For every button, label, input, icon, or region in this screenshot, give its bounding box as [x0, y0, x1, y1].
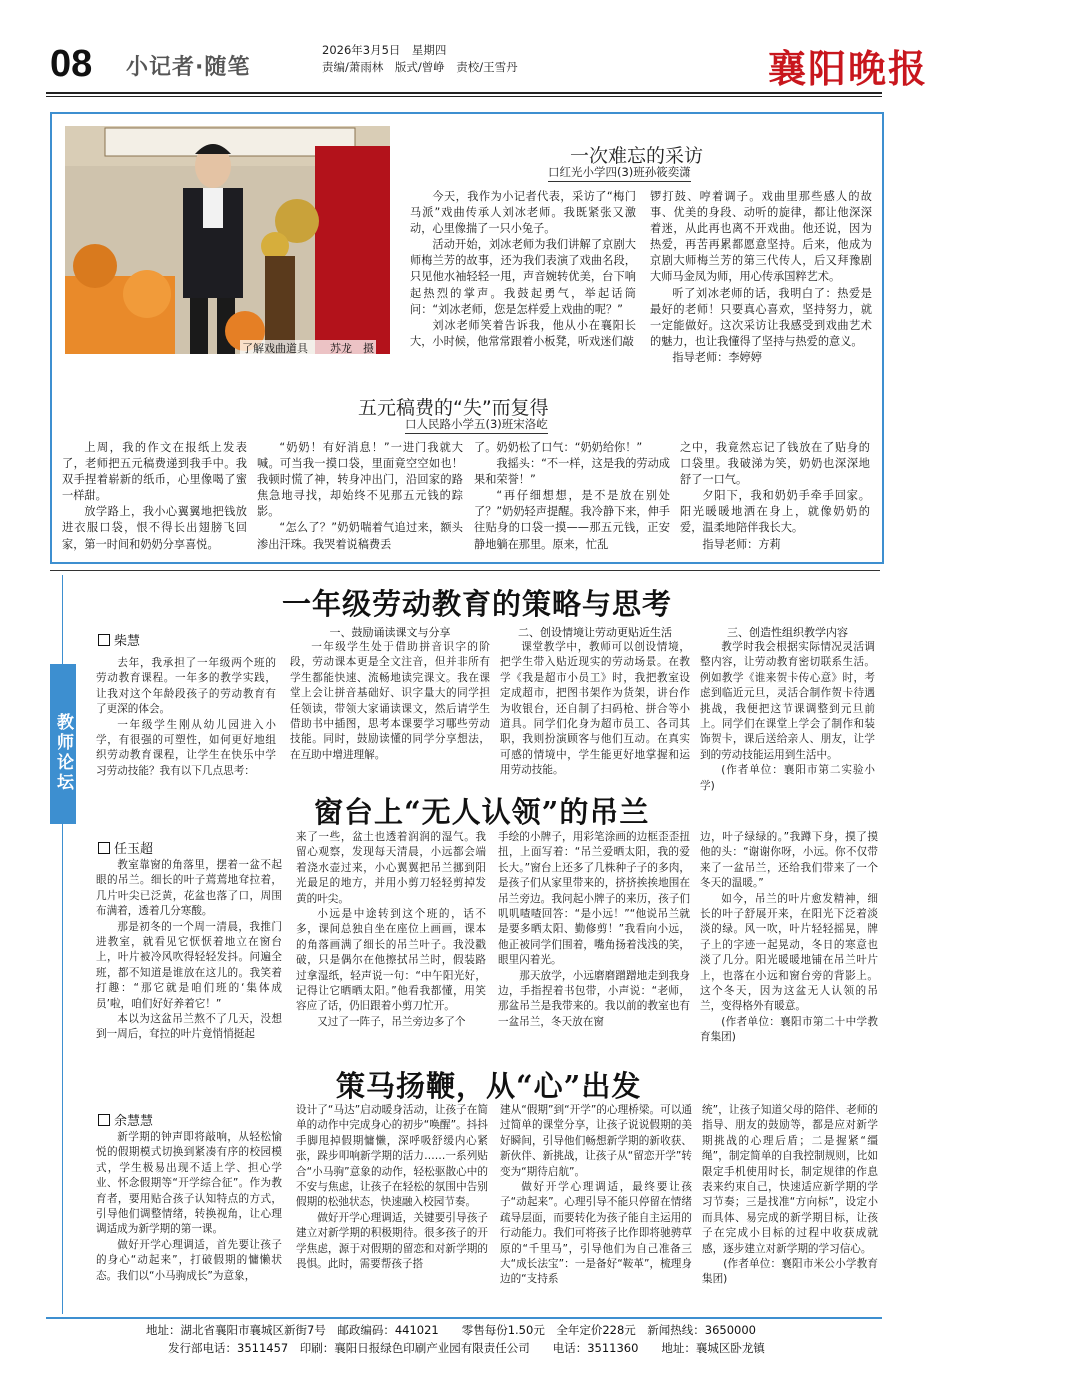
interview-photo — [65, 126, 390, 354]
article-1-column-4 — [700, 624, 875, 794]
teacher-credit: 指导老师：李婷婷 — [672, 350, 762, 364]
teacher-credit: 指导老师：方莉 — [702, 537, 781, 551]
paragraph: 之中，我竟然忘记了钱放在了贴身的口袋里。我破涕为笑，奶奶也深深地舒了一口气。 — [680, 441, 870, 487]
paragraph: 那是初冬的一个周一清晨，我推门进教室，就看见它恹恹着地立在窗台上，叶片被冷风吹得轻轻发抖。问遍全班，都不知道是谁放在这儿的。我笑着打趣：“那它就是咱们班的‘集体成员’啦，咱们好好养着它！” — [96, 920, 282, 1010]
photo-illustration — [65, 126, 390, 354]
paragraph: 夕阳下，我和奶奶手牵手回家。阳光暖暖地洒在身上，就像奶奶的爱，温柔地陪伴我长大。 — [680, 489, 870, 535]
top-rule-thin — [46, 96, 882, 97]
paragraph: 了。奶奶松了口气：“奶奶给你！” — [474, 441, 643, 454]
issue-meta — [322, 42, 518, 76]
sidebar-label: 教师论坛 — [50, 664, 76, 824]
paragraph: 边，叶子绿绿的。”我蹲下身，摸了摸他的头：“谢谢你呀，小远。你不仅带来了一盆吊兰，还给我们带来了一个冬天的温暖。” — [700, 831, 878, 890]
paragraph: 本以为这盆吊兰熬不了几天，没想到一周后，耷拉的叶片竟悄悄挺起 — [96, 1013, 282, 1041]
article-2-column-2 — [296, 830, 486, 1030]
story-b-byline: 口人民路小学五(3)班宋洛屹 — [405, 416, 548, 434]
paragraph: 来了一些，盆土也透着润润的湿气。我留心观察，发现每天清晨，小远都会端着浇水壶过来，小心翼翼把吊兰挪到阳光最足的地方，并用小剪刀轻轻剪掉发黄的叶尖。 — [296, 831, 486, 905]
article-1-column-1 — [96, 656, 276, 779]
author-box-icon — [98, 1114, 110, 1126]
article-1-author — [98, 630, 140, 649]
paragraph: 教室靠窗的角落里，摆着一盆不起眼的吊兰。细长的叶子蔫蔫地耷拉着，几片叶尖已泛黄，花盆也落了口，周围布满着，透着几分寒酸。 — [96, 859, 282, 918]
story-a-column-2 — [650, 189, 872, 366]
story-b-column-4 — [680, 440, 870, 553]
article-1-column-3 — [500, 624, 690, 779]
story-b-title: 五元稿费的“失”而复得 — [358, 397, 549, 419]
page-number: 08 — [50, 43, 93, 85]
paragraph: 设计了“马达”启动暖身活动，让孩子在简单的动作中完成身心的初步“唤醒”。抖抖手脚甩掉假期慵懒，深呼吸舒缓内心紧张，跺步叩响新学期的活力……一系列贴合“小马驹”意象的动作，轻松驱散心中的不安与焦虑，让孩子在轻松的氛围中告别假期的松弛状态，快速融入校园节奏。 — [296, 1104, 488, 1209]
sidebar-line-bottom — [62, 824, 63, 1314]
paragraph: 手绘的小牌子，用彩笔涂画的边框歪歪扭扭，上面写着：“吊兰爱晒太阳，我的爱长大。”窗台上还多了几株种子子的多肉，是孩子们从家里带来的，挤挤挨挨地围在吊兰旁边。我问起小牌子的来历，孩子们叽叽喳喳回答：“是小远！”“他说吊兰就是要多晒太阳、勤修剪！”我看向小远，他正被同学们围着，嘴角扬着浅浅的笑，眼里闪着光。 — [498, 831, 690, 967]
article-3-column-4 — [702, 1103, 878, 1288]
paragraph: 做好开学心理调适，关键要引导孩子建立对新学期的积极期待。很多孩子的开学焦虑，源于对假期的留恋和对新学期的畏惧。此时，需要帮孩子搭 — [296, 1211, 488, 1271]
article-3-title: 策马扬鞭，从“心”出发 — [336, 1069, 642, 1103]
author-box-icon — [98, 842, 110, 854]
paragraph: 如今，吊兰的叶片愈发精神，细长的叶子舒展开来，在阳光下泛着淡淡的绿。风一吹，叶片轻轻摇晃，牌子上的字迹一起晃动，冬日的寒意也淡了几分。阳光暖暖地铺在吊兰叶片上，也落在小远和窗台旁的背影上。这个冬天，因为这盆无人认领的吊兰，变得格外有暖意。 — [700, 892, 878, 1013]
paragraph: 做好开学心理调适，首先要让孩子的身心“动起来”，打破假期的慵懒状态。我们以“小马驹成长”为意象， — [96, 1238, 282, 1282]
paragraph: 统”，让孩子知道父母的陪伴、老师的指导、朋友的鼓励等，都是应对新学期挑战的心理后盾；二是握紧“缰绳”，制定简单的自我控制规则，比如限定手机使用时长，制定规律的作息表来约束自己，快速适应新学期的学习节奏；三是找准“方向标”，设定小而具体、易完成的新学期目标，让孩子在完成小目标的过程中收获成就感，逐步建立对新学期的学习信心。 — [702, 1104, 878, 1255]
article-2-column-4 — [700, 830, 878, 1046]
article-3-column-1 — [96, 1130, 282, 1284]
story-b-column-2 — [257, 440, 463, 553]
author-unit: (作者单位：襄阳市米公小学教育集团) — [702, 1258, 878, 1286]
paragraph: 新学期的钟声即将敲响，从轻松愉悦的假期模式切换到紧凑有序的校园模式，学生极易出现不适上学、担心学业、怀念假期等“开学综合征”。作为教育者，要用贴合孩子认知特点的方式，引导他们调整情绪，转换视角，让心理调适成为新学期的第一课。 — [96, 1131, 282, 1236]
subheading: 三、创造性组织教学内容 — [727, 626, 848, 639]
author-box-icon — [98, 634, 110, 646]
paragraph: “奶奶！有好消息！”一进门我就大喊。可当我一摸口袋，里面竟空空如也！我顿时慌了神，转身冲出门，沿回家的路焦急地寻找，却始终不见那五元钱的踪影。 — [257, 441, 463, 519]
article-3-column-2 — [296, 1103, 488, 1272]
paragraph: 那天放学，小远磨磨蹭蹭地走到我身边，手指捏着书包带，小声说：“老师，那盆吊兰是我带来的。我以前的教室也有一盆吊兰，冬天放在窗 — [498, 969, 690, 1028]
section-name: 小记者·随笔 — [126, 55, 251, 80]
paragraph: 又过了一阵子，吊兰旁边多了个 — [317, 1015, 466, 1028]
story-b-column-1 — [62, 440, 247, 553]
article-2-column-3 — [498, 830, 690, 1030]
paragraph: 锣打鼓、哼着调子。戏曲里那些感人的故事、优美的身段、动听的旋律，都让他深深着迷，从此再也离不开戏曲。他还说，因为热爱，再苦再累都愿意坚持。后来，他成为京剧大师梅兰芳的第三代传人，后又拜豫剧大师马金凤为师，用心传承国粹艺术。 — [650, 190, 872, 284]
section-divider — [50, 570, 880, 571]
article-1-title: 一年级劳动教育的策略与思考 — [282, 587, 673, 621]
paragraph: “怎么了？”奶奶喘着气追过来，额头渗出汗珠。我哭着说稿费丢 — [257, 521, 463, 551]
author-name: 柴慧 — [114, 634, 141, 649]
article-3-column-3 — [500, 1103, 692, 1288]
footer-line-2: 发行部电话：3511457 印刷：襄阳日报绿色印刷产业园有限责任公司 电话：3511360 地址：襄城区卧龙镇 — [168, 1341, 765, 1355]
author-unit: (作者单位：襄阳市第二十中学教育集团) — [700, 1015, 878, 1044]
newspaper-logo: 襄阳晚报 — [768, 46, 929, 91]
issue-date: 2026年3月5日 星期四 — [322, 43, 447, 57]
top-rule — [46, 92, 882, 94]
paragraph: 去年，我承担了一年级两个班的劳动教育课程。一年多的教学实践，让我对这个年龄段孩子的劳动教育有了更深的体会。 — [96, 657, 276, 716]
paragraph: 听了刘冰老师的话，我明白了：热爱是最好的老师！只要真心喜欢，坚持努力，就一定能做好。这次采访让我感受到戏曲艺术的魅力，也让我懂得了坚持与热爱的意义。 — [650, 286, 872, 348]
paragraph: 刘冰老师笑着告诉我，他从小在襄阳长大，小时候，他常常跟着小板凳，听戏迷们敲 — [410, 318, 636, 348]
author-name: 任玉超 — [114, 842, 154, 857]
author-unit: (作者单位：襄阳市第二实验小学) — [700, 764, 875, 792]
footer-line-1: 地址：湖北省襄阳市襄城区新街7号 邮政编码：441021 零售每份1.50元 全年定价228元 新闻热线：3650000 — [146, 1323, 756, 1337]
story-a-column-1 — [410, 189, 636, 350]
photo-caption: 了解戏曲道具 苏龙 摄 — [242, 342, 374, 355]
story-a-byline: 口红光小学四(3)班孙筱奕潇 — [548, 164, 691, 182]
subheading: 一、鼓励诵读课文与分享 — [329, 626, 451, 639]
paragraph: 一年级学生处于借助拼音识字的阶段，劳动课本更是全文注音，但并非所有学生都能快速、流畅地读完课文。我在课堂上会让拼音基础好、识字量大的同学担任领读，带领大家诵读课文，然后请学生借助书中插图，思考本课要学习哪些劳动技能。同时，鼓励读懂的同学分享想法，在互助中增进理解。 — [290, 641, 490, 761]
paragraph: 小远是中途转到这个班的，话不多，课间总独自坐在座位上画画，课本的角落画满了细长的吊兰叶子。我没戳破，只是偶尔在他擦拭吊兰时，假装路过拿湿纸，轻声说一句：“中午阳光好，记得让它晒晒太阳。”他看我都懂，用笑容应了话，仍旧跟着小剪刀忙开。 — [296, 908, 486, 1013]
paragraph: 今天，我作为小记者代表，采访了“梅门马派”戏曲传承人刘冰老师。我既紧张又激动，心里像揣了一只小兔子。 — [410, 190, 636, 236]
sidebar-line-top — [62, 575, 63, 664]
paragraph: “再仔细想想，是不是放在别处了？”奶奶轻声提醒。我冷静下来，伸手往贴身的口袋一摸——那五元钱，正安静地躺在那里。原来，忙乱 — [474, 489, 670, 551]
paragraph: 我摇头：“不一样，这是我的劳动成果和荣誉！” — [474, 457, 670, 487]
subheading: 二、创设情境让劳动更贴近生活 — [518, 626, 672, 639]
editors-line: 责编/萧雨林 版式/曾峥 责校/王雪丹 — [322, 60, 518, 74]
author-name: 余慧慧 — [114, 1114, 154, 1129]
footer-rule — [46, 1317, 882, 1319]
article-2-column-1 — [96, 858, 282, 1043]
paragraph: 上周，我的作文在报纸上发表了，老师把五元稿费递到我手中。我双手捏着崭新的纸币，心里像喝了蜜一样甜。 — [62, 441, 247, 503]
story-a-title: 一次难忘的采访 — [570, 145, 704, 167]
article-2-author — [98, 838, 153, 857]
paragraph: 教学时我会根据实际情况灵活调整内容，让劳动教育密切联系生活。例如教学《谁来贺卡传心意》时，考虑到临近元旦，灵活合制作贺卡待遇挑战，我便把这节课调整到元旦前上。同学们在课堂上学会了制作和装饰贺卡，课后送给亲人、朋友，让学到的劳动技能运用到生活中。 — [700, 641, 875, 761]
article-2-title: 窗台上“无人认领”的吊兰 — [314, 795, 650, 829]
paragraph: 做好开学心理调适，最终要让孩子“动起来”。心理引导不能只停留在情绪疏导层面，而要转化为孩子能自主运用的行动能力。我们可将孩子比作即将驰骋草原的“千里马”，引导他们为自己准备三大“成长法宝”：一是备好“鞍革”，梳理身边的“支持系 — [500, 1181, 692, 1286]
paragraph: 一年级学生刚从幼儿园进入小学，有很强的可塑性，如何更好地组织劳动教育课程，让学生在快乐中学习劳动技能？我有以下几点思考： — [96, 718, 276, 777]
article-1-column-2 — [290, 624, 490, 763]
paragraph: 建从“假期”到“开学”的心理桥梁。可以通过简单的课堂分享，让孩子说说假期的美好瞬间，引导他们畅想新学期的新收获、新伙伴、新挑战，让孩子从“留恋开学”转变为“期待启航”。 — [500, 1104, 692, 1178]
paragraph: 放学路上，我小心翼翼地把钱放进衣服口袋，恨不得长出翅膀飞回家，第一时间和奶奶分享喜悦。 — [62, 505, 247, 551]
paragraph: 课堂教学中，教师可以创设情境，把学生带入贴近现实的劳动场景。在教学《我是超市小员工》时，我把教室设定成超市，把图书架作为货架，讲台作为收银台，还自制了扫码枪、拼合等小道具。同学们化身为超市员工、各司其职，我则扮演顾客与他们互动。在真实可感的情境中，学生能更好地掌握和运用劳动技能。 — [500, 641, 690, 777]
story-b-column-3 — [474, 440, 670, 553]
article-3-author — [98, 1110, 153, 1129]
paragraph: 活动开始，刘冰老师为我们讲解了京剧大师梅兰芳的故事，还为我们表演了戏曲名段，只见他水袖轻轻一甩，声音婉转优美，台下响起热烈的掌声。我鼓起勇气，举起话筒问：“刘冰老师，您是怎样爱上戏曲的呢？” — [410, 238, 636, 316]
